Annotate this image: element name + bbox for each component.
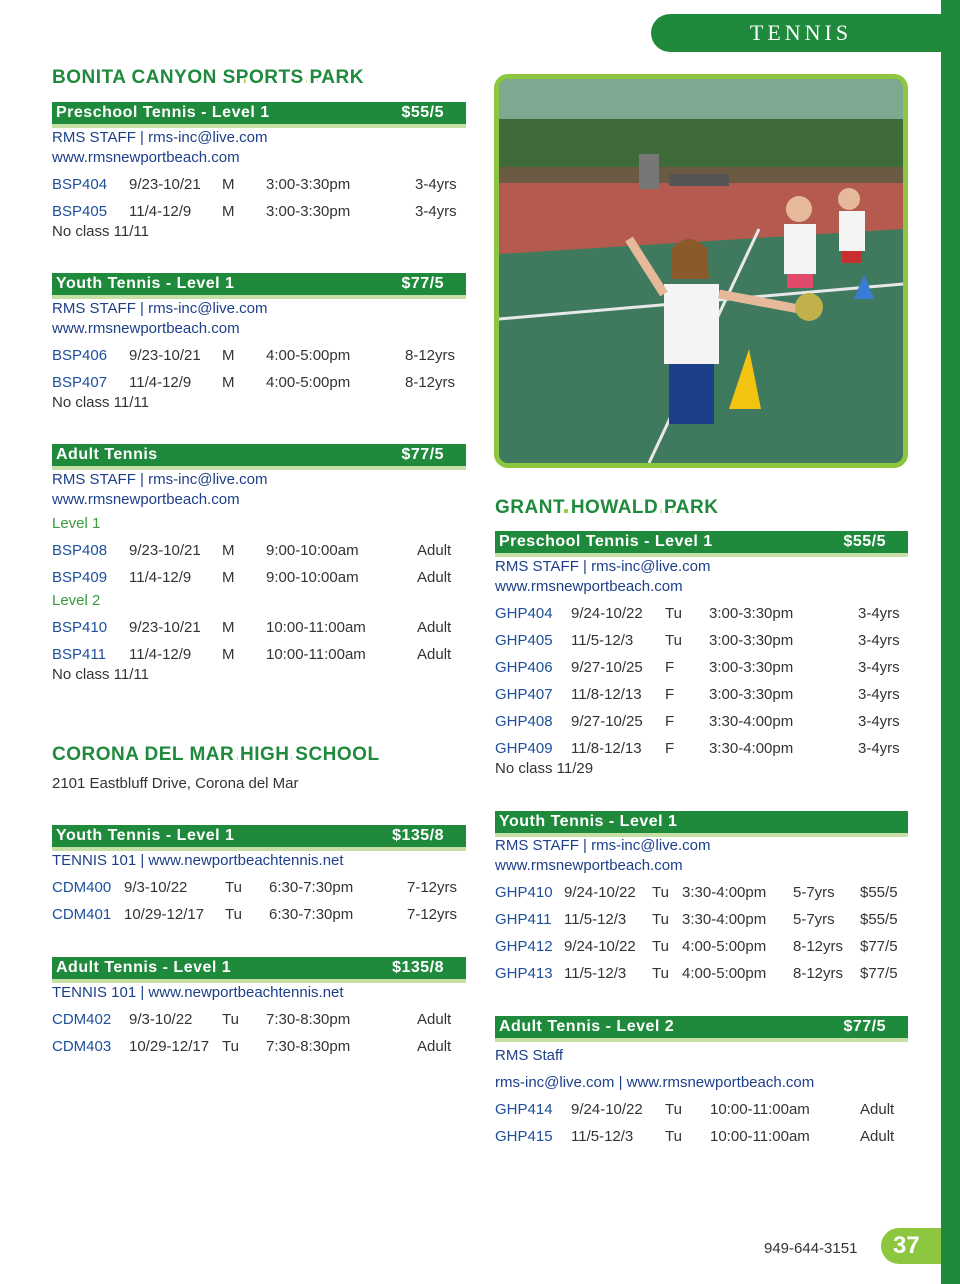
class-code: GHP413: [495, 965, 553, 982]
class-day: M: [222, 646, 235, 663]
class-age: 5-7yrs: [793, 911, 835, 928]
class-code: GHP415: [495, 1128, 553, 1145]
class-time: 6:30-7:30pm: [269, 906, 354, 923]
class-time: 3:30-4:00pm: [682, 911, 767, 928]
class-code: BSP405: [52, 203, 108, 220]
class-age: 3-4yrs: [858, 740, 900, 757]
level-label: Level 1: [52, 515, 101, 532]
right-edge-stripe: [941, 0, 960, 1284]
page-number: 37: [881, 1228, 941, 1264]
staff-contact: RMS STAFF | rms-inc@live.com: [52, 471, 268, 488]
class-age: Adult: [417, 542, 452, 559]
class-dates: 9/23-10/21: [129, 176, 201, 193]
program-title: Preschool Tennis - Level 1: [499, 533, 713, 550]
program-bar-grant-preschool: [495, 531, 908, 557]
tennis-kids-photo: [494, 74, 908, 468]
class-age: 3-4yrs: [858, 659, 900, 676]
program-title: Youth Tennis - Level 1: [56, 827, 235, 844]
class-dates: 9/24-10/22: [571, 1101, 643, 1118]
class-dates: 11/4-12/9: [129, 374, 192, 391]
program-title: Adult Tennis: [56, 446, 158, 463]
class-day: M: [222, 203, 235, 220]
website-link[interactable]: www.rmsnewportbeach.com: [495, 857, 683, 874]
website-link[interactable]: www.rmsnewportbeach.com: [52, 149, 240, 166]
class-age: Adult: [417, 1038, 452, 1055]
program-title: Adult Tennis - Level 1: [56, 959, 232, 976]
program-title: Youth Tennis - Level 1: [56, 275, 235, 292]
class-dates: 11/5-12/3: [571, 1128, 634, 1145]
footer-phone: 949-644-3151: [764, 1240, 858, 1257]
program-price: $135/8: [392, 959, 444, 976]
class-age: Adult: [417, 619, 452, 636]
class-code: GHP409: [495, 740, 553, 757]
venue-address: 2101 Eastbluff Drive, Corona del Mar: [52, 775, 299, 792]
class-age: Adult: [860, 1101, 895, 1118]
program-bar-corona-adult: [52, 957, 466, 983]
class-day: Tu: [665, 1101, 682, 1118]
class-age: 5-7yrs: [793, 884, 835, 901]
class-time: 3:00-3:30pm: [709, 659, 794, 676]
class-time: 3:00-3:30pm: [709, 686, 794, 703]
class-day: M: [222, 176, 235, 193]
class-day: M: [222, 347, 235, 364]
class-time: 6:30-7:30pm: [269, 879, 354, 896]
class-day: Tu: [652, 884, 669, 901]
class-time: 3:30-4:00pm: [682, 884, 767, 901]
class-code: CDM403: [52, 1038, 112, 1055]
class-code: GHP410: [495, 884, 553, 901]
class-dates: 9/3-10/22: [124, 879, 188, 896]
class-day: Tu: [222, 1011, 239, 1028]
class-time: 7:30-8:30pm: [266, 1038, 351, 1055]
class-time: 10:00-11:00am: [710, 1101, 810, 1118]
class-age: Adult: [417, 646, 452, 663]
class-time: 10:00-11:00am: [266, 619, 366, 636]
program-bar-bonita-adult: [52, 444, 466, 470]
program-bar-bonita-youth: [52, 273, 466, 299]
program-price: $55/5: [401, 104, 444, 121]
level-label: Level 2: [52, 592, 101, 609]
class-age: Adult: [417, 569, 452, 586]
class-age: 8-12yrs: [793, 965, 844, 982]
class-code: BSP406: [52, 347, 108, 364]
class-price: $55/5: [860, 884, 898, 901]
class-dates: 9/27-10/25: [571, 713, 643, 730]
class-time: 3:00-3:30pm: [709, 632, 794, 649]
class-dates: 11/5-12/3: [564, 965, 627, 982]
class-age: 7-12yrs: [407, 879, 458, 896]
class-time: 7:30-8:30pm: [266, 1011, 351, 1028]
program-price: $77/5: [401, 446, 444, 463]
class-day: F: [665, 686, 675, 703]
class-note: No class 11/11: [52, 394, 149, 411]
class-code: BSP409: [52, 569, 108, 586]
program-title: Adult Tennis - Level 2: [499, 1018, 675, 1035]
staff-contact: RMS STAFF | rms-inc@live.com: [495, 558, 711, 575]
website-link[interactable]: www.rmsnewportbeach.com: [52, 491, 240, 508]
class-day: M: [222, 542, 235, 559]
class-time: 9:00-10:00am: [266, 542, 359, 559]
class-code: BSP407: [52, 374, 108, 391]
class-code: CDM401: [52, 906, 112, 923]
class-time: 9:00-10:00am: [266, 569, 359, 586]
class-note: No class 11/11: [52, 223, 149, 240]
class-day: M: [222, 619, 235, 636]
class-day: M: [222, 374, 235, 391]
class-time: 4:00-5:00pm: [266, 347, 351, 364]
class-dates: 11/4-12/9: [129, 203, 192, 220]
staff-contact: RMS Staff: [495, 1047, 564, 1064]
class-dates: 10/29-12/17: [124, 906, 205, 923]
class-age: Adult: [417, 1011, 452, 1028]
class-time: 4:00-5:00pm: [682, 938, 767, 955]
class-dates: 9/23-10/21: [129, 347, 201, 364]
section-title: TENNIS: [749, 20, 853, 45]
class-code: GHP412: [495, 938, 553, 955]
class-day: Tu: [652, 911, 669, 928]
class-age: 7-12yrs: [407, 906, 458, 923]
class-code: GHP406: [495, 659, 553, 676]
class-time: 3:00-3:30pm: [709, 605, 794, 622]
staff-contact: RMS STAFF | rms-inc@live.com: [52, 129, 268, 146]
program-price: $55/5: [843, 533, 886, 550]
class-age: 8-12yrs: [405, 347, 456, 364]
class-age: 3-4yrs: [415, 203, 457, 220]
class-dates: 11/8-12/13: [571, 740, 642, 757]
class-day: Tu: [225, 906, 242, 923]
program-bar-grant-youth: [495, 811, 908, 837]
class-dates: 11/4-12/9: [129, 646, 192, 663]
class-code: CDM400: [52, 879, 112, 896]
staff-contact: RMS STAFF | rms-inc@live.com: [495, 837, 711, 854]
class-day: Tu: [665, 1128, 682, 1145]
program-bar-corona-youth: [52, 825, 466, 851]
class-age: 3-4yrs: [415, 176, 457, 193]
class-dates: 11/4-12/9: [129, 569, 192, 586]
class-dates: 10/29-12/17: [129, 1038, 210, 1055]
class-note: No class 11/11: [52, 666, 149, 683]
venue-title-corona: CORONA DEL MAR HIGH SCHOOL: [52, 744, 380, 765]
class-time: 10:00-11:00am: [710, 1128, 810, 1145]
program-title: Preschool Tennis - Level 1: [56, 104, 270, 121]
class-day: Tu: [225, 879, 242, 896]
class-age: 8-12yrs: [793, 938, 844, 955]
class-dates: 9/24-10/22: [564, 938, 636, 955]
class-dates: 9/24-10/22: [571, 605, 643, 622]
class-dates: 11/5-12/3: [564, 911, 627, 928]
class-dates: 9/23-10/21: [129, 542, 201, 559]
class-dates: 9/24-10/22: [564, 884, 636, 901]
class-day: F: [665, 740, 675, 757]
class-code: BSP408: [52, 542, 108, 559]
class-price: $77/5: [860, 938, 898, 955]
class-price: $77/5: [860, 965, 898, 982]
class-age: 3-4yrs: [858, 605, 900, 622]
class-age: 8-12yrs: [405, 374, 456, 391]
class-dates: 11/8-12/13: [571, 686, 642, 703]
staff-contact: RMS STAFF | rms-inc@live.com: [52, 300, 268, 317]
class-code: GHP407: [495, 686, 553, 703]
class-time: 3:00-3:30pm: [266, 176, 351, 193]
photo-illustration: [499, 79, 903, 463]
class-dates: 9/23-10/21: [129, 619, 201, 636]
class-time: 4:00-5:00pm: [682, 965, 767, 982]
class-time: 10:00-11:00am: [266, 646, 366, 663]
class-age: Adult: [860, 1128, 895, 1145]
class-code: GHP404: [495, 605, 553, 622]
website-link[interactable]: www.rmsnewportbeach.com: [52, 320, 240, 337]
program-price: $77/5: [843, 1018, 886, 1035]
program-bar-grant-adult: [495, 1016, 908, 1042]
class-code: GHP411: [495, 911, 552, 928]
class-code: BSP410: [52, 619, 108, 636]
class-day: Tu: [652, 965, 669, 982]
class-dates: 11/5-12/3: [571, 632, 634, 649]
class-time: 3:30-4:00pm: [709, 713, 794, 730]
program-bar-bonita-preschool: [52, 102, 466, 128]
venue-title-grant: GRANT HOWALD PARK: [495, 497, 719, 518]
class-time: 4:00-5:00pm: [266, 374, 351, 391]
class-note: No class 11/29: [495, 760, 594, 777]
class-dates: 9/27-10/25: [571, 659, 643, 676]
class-day: M: [222, 569, 235, 586]
venue-title-bonita: BONITA CANYON SPORTS PARK: [52, 67, 364, 88]
staff-contact: TENNIS 101 | www.newportbeachtennis.net: [52, 852, 344, 869]
class-code: GHP408: [495, 713, 553, 730]
section-tab: [651, 14, 951, 52]
class-code: BSP404: [52, 176, 108, 193]
class-day: F: [665, 659, 675, 676]
program-title: Youth Tennis - Level 1: [499, 813, 678, 830]
class-code: CDM402: [52, 1011, 112, 1028]
program-price: $77/5: [401, 275, 444, 292]
class-age: 3-4yrs: [858, 686, 900, 703]
class-age: 3-4yrs: [858, 713, 900, 730]
class-day: Tu: [665, 632, 682, 649]
contact-line[interactable]: rms-inc@live.com | www.rmsnewportbeach.com: [495, 1074, 815, 1091]
class-code: GHP405: [495, 632, 553, 649]
staff-contact: TENNIS 101 | www.newportbeachtennis.net: [52, 984, 344, 1001]
website-link[interactable]: www.rmsnewportbeach.com: [495, 578, 683, 595]
class-code: BSP411: [52, 646, 106, 663]
class-time: 3:00-3:30pm: [266, 203, 351, 220]
class-time: 3:30-4:00pm: [709, 740, 794, 757]
class-price: $55/5: [860, 911, 898, 928]
class-dates: 9/3-10/22: [129, 1011, 193, 1028]
class-day: Tu: [652, 938, 669, 955]
program-price: $135/8: [392, 827, 444, 844]
class-day: Tu: [665, 605, 682, 622]
class-code: GHP414: [495, 1101, 553, 1118]
class-day: Tu: [222, 1038, 239, 1055]
class-day: F: [665, 713, 675, 730]
class-age: 3-4yrs: [858, 632, 900, 649]
